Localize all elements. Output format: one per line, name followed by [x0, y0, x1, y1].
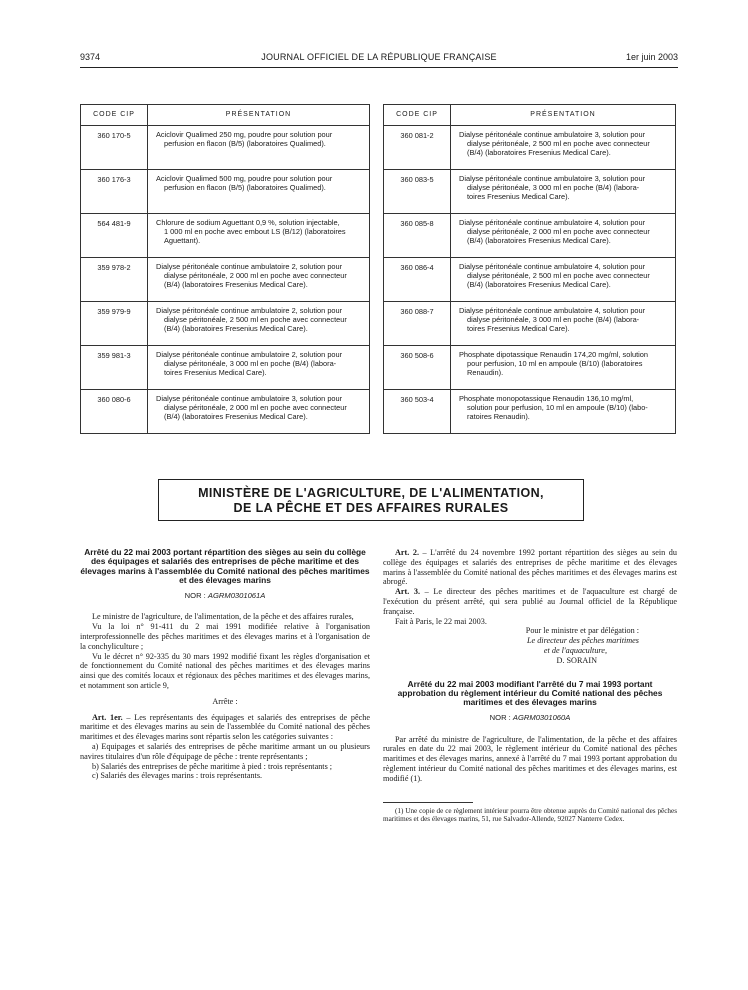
presentation-cell	[148, 390, 370, 434]
cip-code: 360 083-5	[384, 170, 451, 214]
paragraph: Le ministre de l'agriculture, de l'alimentation, de la pêche et des affaires rurales,	[92, 612, 354, 622]
col-code-header: CODE CIP	[384, 105, 451, 126]
presentation-line: (B/4) (laboratoires Fresenius Medical Care).	[467, 235, 611, 245]
presentation-line: (B/4) (laboratoires Fresenius Medical Care).	[467, 147, 611, 157]
presentation-line: Dialyse péritonéale continue ambulatoire 2, solution pour	[156, 350, 343, 359]
presentation-cell	[451, 346, 676, 390]
presentation-line: solution pour perfusion, 10 ml en ampoule (B/10) (labo-	[467, 402, 648, 412]
presentation-line: dialyse péritonéale, 3 000 ml en poche (B/4) (labora-	[467, 314, 640, 324]
presentation-cell	[451, 258, 676, 302]
signature-line: Le directeur des pêches maritimes	[526, 636, 639, 646]
nor-code: AGRM0301061A	[207, 590, 266, 600]
presentation-cell	[148, 126, 370, 170]
presentation-cell	[451, 390, 676, 434]
page-number: 9374	[80, 52, 101, 62]
table-row	[81, 126, 370, 170]
article-text: – Le directeur des pêches maritimes et de l'aquaculture est chargé de l'exécution du présent arrêté, qui sera publié au Journal officiel de la République française.	[383, 587, 677, 616]
presentation-line: Dialyse péritonéale continue ambulatoire 4, solution pour	[459, 262, 646, 271]
presentation-line: toires Fresenius Medical Care).	[467, 191, 570, 201]
list-item: c) Salariés des élevages marins : trois représentants.	[92, 771, 263, 781]
article-3	[383, 587, 677, 616]
ministry-line-2: DE LA PÊCHE ET DES AFFAIRES RURALES	[233, 501, 509, 515]
paragraph: Par arrêté du ministre de l'agriculture, de l'alimentation, de la pêche et des affaires rurales en date du 22 mai 2003, le règlement intérieur du Comité national des pêches maritimes et des élevages marins, annexé à l'arrêté du 7 mai 1993 portant approbation du règlement intérieur du Comité national des pêches maritimes et des élevages marins, est modifié (1).	[383, 734, 677, 783]
table-row	[81, 170, 370, 214]
footnote: (1) Une copie de ce règlement intérieur pourra être obtenue auprès du Comité national des pêches maritimes et des élevages marins, 51, rue Salvador-Allende, 92027 Nanterre Cedex.	[383, 806, 677, 824]
presentation-line: dialyse péritonéale, 2 000 ml en poche avec connecteur	[164, 402, 347, 412]
done-at: Fait à Paris, le 22 mai 2003.	[395, 616, 487, 626]
presentation-cell	[451, 214, 676, 258]
presentation-line: (B/4) (laboratoires Fresenius Medical Care).	[467, 279, 611, 289]
presentation-cell	[148, 170, 370, 214]
presentation-line: Chlorure de sodium Aguettant 0,9 %, solution injectable,	[156, 218, 340, 227]
table-row	[384, 390, 676, 434]
presentation-line: Aciclovir Qualimed 500 mg, poudre pour solution pour	[156, 174, 333, 183]
presentation-line: (B/4) (laboratoires Fresenius Medical Care).	[164, 323, 308, 333]
presentation-line: perfusion en flacon (B/5) (laboratoires Qualimed).	[164, 138, 326, 148]
presentation-line: dialyse péritonéale, 2 500 ml en poche avec connecteur	[467, 138, 650, 148]
nor-reference	[80, 591, 370, 601]
presentation-line: dialyse péritonéale, 2 000 ml en poche avec connecteur	[164, 270, 347, 280]
cip-code: 360 176-3	[81, 170, 148, 214]
presentation-line: Dialyse péritonéale continue ambulatoire 2, solution pour	[156, 262, 343, 271]
presentation-line: Dialyse péritonéale continue ambulatoire 3, solution pour	[459, 174, 646, 183]
article-label: Art. 2.	[395, 548, 419, 557]
table-row	[384, 126, 676, 170]
presentation-line: Aguettant).	[164, 235, 201, 245]
paragraph: Vu le décret n° 92-335 du 30 mars 1992 modifié fixant les règles d'organisation et de fonctionnement du Comité national des pêches maritimes et des élevages marins ainsi que des comités locaux et régionaux des pêches maritimes et des élevages marins, et notamment son article 9,	[80, 651, 370, 690]
nor-code: AGRM0301060A	[512, 712, 571, 722]
presentation-line: pour perfusion, 10 ml en ampoule (B/10) (laboratoires	[467, 358, 643, 368]
presentation-line: ratoires Renaudin).	[467, 411, 530, 421]
article-2	[383, 548, 677, 587]
cip-code: 359 978-2	[81, 258, 148, 302]
cip-code: 360 503-4	[384, 390, 451, 434]
cip-code: 360 088-7	[384, 302, 451, 346]
table-row	[384, 258, 676, 302]
presentation-line: dialyse péritonéale, 3 000 ml en poche (B/4) (labora-	[164, 358, 337, 368]
table-row	[81, 390, 370, 434]
article-text: – L'arrêté du 24 novembre 1992 portant répartition des sièges au sein du collège des équipages et salariés des entreprises de pêche maritime et des élevages marins à l'assemblée du Comité national des pêches maritimes et des élevages marins est abrogé.	[383, 548, 677, 587]
left-column	[80, 548, 370, 781]
presentation-line: dialyse péritonéale, 2 500 ml en poche avec connecteur	[164, 314, 347, 324]
signature-line: et de l'aquaculture,	[543, 645, 607, 655]
presentation-line: (B/4) (laboratoires Fresenius Medical Care).	[164, 411, 308, 421]
signature-line: Pour le ministre et par délégation :	[525, 626, 639, 636]
col-presentation-header: PRÉSENTATION	[148, 105, 370, 126]
cip-code: 360 085-8	[384, 214, 451, 258]
cip-code: 360 086-4	[384, 258, 451, 302]
signatory-name: D. SORAIN	[556, 655, 597, 665]
presentation-cell	[148, 302, 370, 346]
header-rule	[80, 67, 678, 68]
cip-code: 359 981-3	[81, 346, 148, 390]
presentation-line: 1 000 ml en poche avec embout LS (B/12) (laboratoires	[164, 226, 346, 236]
nor-label: NOR :	[184, 590, 206, 600]
presentation-line: Dialyse péritonéale continue ambulatoire 3, solution pour	[459, 130, 646, 139]
nor-label: NOR :	[489, 712, 511, 722]
presentation-line: toires Fresenius Medical Care).	[467, 323, 570, 333]
right-column	[383, 548, 677, 824]
presentation-line: Renaudin).	[467, 367, 504, 377]
presentation-cell	[148, 258, 370, 302]
table-row	[384, 302, 676, 346]
ministry-line-1: MINISTÈRE DE L'AGRICULTURE, DE L'ALIMENTATION,	[198, 486, 544, 500]
list-item: a) Equipages et salariés des entreprises de pêche maritime armant un ou plusieurs navires titulaires d'un rôle d'équipage de pêche : trente représentants ;	[80, 741, 370, 761]
table-row	[81, 302, 370, 346]
presentation-line: toires Fresenius Medical Care).	[164, 367, 267, 377]
table-body	[81, 126, 370, 434]
cip-code: 359 979-9	[81, 302, 148, 346]
table-row	[81, 346, 370, 390]
arrete-heading: Arrête :	[212, 696, 238, 706]
article-label: Art. 1er.	[92, 712, 123, 722]
ministry-heading	[158, 479, 584, 521]
presentation-line: Dialyse péritonéale continue ambulatoire 2, solution pour	[156, 306, 343, 315]
article-label: Art. 3.	[395, 587, 421, 597]
cip-code: 360 508-6	[384, 346, 451, 390]
presentation-line: dialyse péritonéale, 3 000 ml en poche (B/4) (labora-	[467, 182, 640, 192]
presentation-cell	[148, 214, 370, 258]
presentation-line: dialyse péritonéale, 2 000 ml en poche avec connecteur	[467, 226, 650, 236]
paragraph: Vu la loi n° 91-411 du 2 mai 1991 modifiée relative à l'organisation interprofessionnelle des pêches maritimes et des élevages marins et à l'organisation de la conchyliculture ;	[80, 622, 370, 651]
presentation-line: (B/4) (laboratoires Fresenius Medical Care).	[164, 279, 308, 289]
presentation-cell	[451, 170, 676, 214]
cip-code: 564 481-9	[81, 214, 148, 258]
presentation-cell	[451, 302, 676, 346]
article-text: – Les représentants des équipages et salariés des entreprises de pêche maritime et des élevages marins au sein de l'assemblée du Comité national des pêches maritimes et des élevages marins sont répartis selon les catégories suivantes :	[80, 712, 370, 742]
presentation-cell	[148, 346, 370, 390]
journal-title: JOURNAL OFFICIEL DE LA RÉPUBLIQUE FRANÇAISE	[261, 52, 497, 62]
cip-table-right	[383, 104, 676, 434]
col-presentation-header: PRÉSENTATION	[451, 105, 676, 126]
presentation-cell	[451, 126, 676, 170]
presentation-line: Phosphate dipotassique Renaudin 174,20 mg/ml, solution	[459, 350, 648, 359]
presentation-line: dialyse péritonéale, 2 500 ml en poche avec connecteur	[467, 270, 650, 280]
cip-code: 360 081-2	[384, 126, 451, 170]
presentation-line: Dialyse péritonéale continue ambulatoire 3, solution pour	[156, 394, 343, 403]
table-row	[384, 170, 676, 214]
list-item: b) Salariés des entreprises de pêche maritime à pied : trois représentants ;	[92, 761, 333, 771]
page-header	[80, 52, 678, 66]
issue-date: 1er juin 2003	[625, 52, 678, 62]
cip-code: 360 170-5	[81, 126, 148, 170]
cip-code: 360 080-6	[81, 390, 148, 434]
table-row	[384, 214, 676, 258]
article-1	[80, 713, 370, 742]
presentation-line: Aciclovir Qualimed 250 mg, poudre pour solution pour	[156, 130, 333, 139]
presentation-line: perfusion en flacon (B/5) (laboratoires Qualimed).	[164, 182, 326, 192]
col-code-header: CODE CIP	[81, 105, 148, 126]
decree-title: Arrêté du 22 mai 2003 portant répartition des sièges au sein du collège des équipages et salariés des entreprises de pêche maritime et des élevages marins à l'assemblée du Comité national des pêches maritimes et des élevages marins	[80, 547, 370, 586]
presentation-line: Dialyse péritonéale continue ambulatoire 4, solution pour	[459, 218, 646, 227]
footnote-rule	[383, 802, 473, 803]
nor-reference	[383, 713, 677, 723]
presentation-line: Dialyse péritonéale continue ambulatoire 4, solution pour	[459, 306, 646, 315]
table-row	[81, 214, 370, 258]
table-row	[81, 258, 370, 302]
decree-title: Arrêté du 22 mai 2003 modifiant l'arrêté du 7 mai 1993 portant approbation du règlement intérieur du Comité national des pêches maritimes et des élevages marins	[397, 678, 663, 708]
table-body	[384, 126, 676, 434]
table-row	[384, 346, 676, 390]
cip-table-left	[80, 104, 370, 434]
presentation-line: Phosphate monopotassique Renaudin 136,10 mg/ml,	[459, 394, 634, 403]
